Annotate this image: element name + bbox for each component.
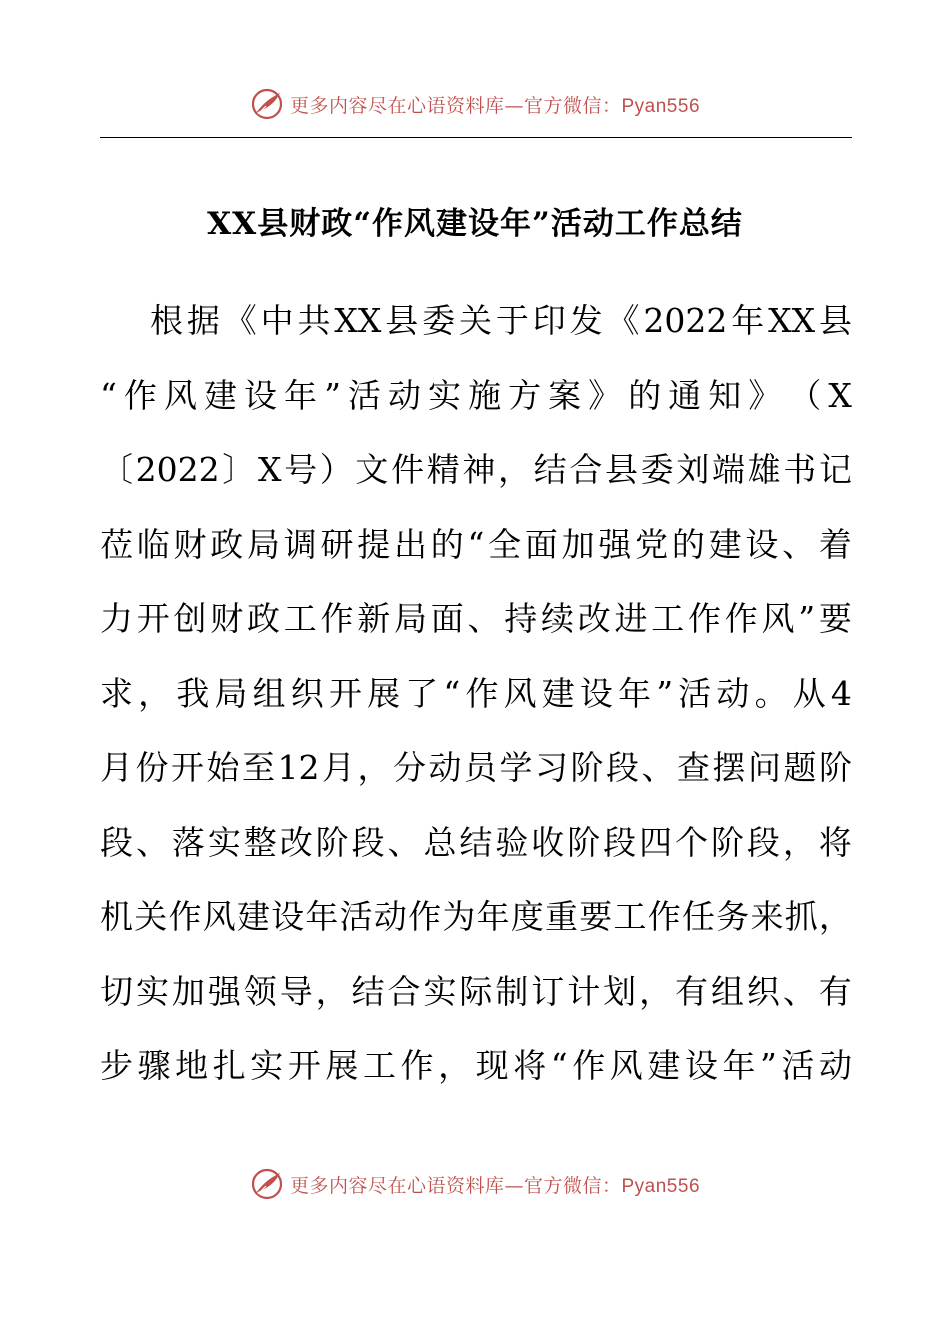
paragraph-line: 机 关 作 风 建 设 年 活 动 作 为 年 度 重 要 工 作 任 务 来 抓 ， [100,897,852,936]
header-divider [100,137,852,138]
quill-logo-icon [250,1167,284,1201]
paragraph-line: 根 据 《 中 共 XX 县 委 关 于 印 发 《 2022 年 XX 县 [150,301,852,340]
footer-watermark-text: 更多内容尽在心语资料库—官方微信：Pyan556 [289,1174,701,1197]
paragraph-line: 莅 临 财 政 局 调 研 提 出 的 “ 全 面 加 强 党 的 建 设 、 着 [100,524,852,564]
header-watermark [0,84,950,124]
paragraph-line: 步 骤 地 扎 实 开 展 工 作 ， 现 将 “ 作 风 建 设 年 ” 活 动 [100,1046,852,1085]
paragraph-line: 求 ， 我 局 组 织 开 展 了 “ 作 风 建 设 年 ” 活 动 。 从 4 [100,673,852,713]
paragraph-line: “ 作 风 建 设 年 ” 活 动 实 施 方 案 》 的 通 知 》 （ X [100,375,852,415]
document-title: XX县财政“作风建设年”活动工作总结 [207,206,743,242]
footer-watermark [0,1164,950,1204]
paragraph-line: 力 开 创 财 政 工 作 新 局 面 、 持 续 改 进 工 作 作 风 ” 要 [100,599,852,638]
header-watermark-text: 更多内容尽在心语资料库—官方微信：Pyan556 [289,94,701,117]
paragraph-line: 〔 2022 〕 X 号 ） 文 件 精 神 ， 结 合 县 委 刘 端 雄 书 记 [100,450,852,489]
paragraph-line: 月 份 开 始 至 12 月 ， 分 动 员 学 习 阶 段 、 查 摆 问 题 阶 [100,748,852,787]
paragraph-line: 切 实 加 强 领 导 ， 结 合 实 际 制 订 计 划 ， 有 组 织 、 有 [100,971,852,1011]
quill-logo-icon [250,87,284,121]
paragraph-line: 段 、 落 实 整 改 阶 段 、 总 结 验 收 阶 段 四 个 阶 段 ， 将 [100,822,852,862]
document-body [100,291,852,1111]
